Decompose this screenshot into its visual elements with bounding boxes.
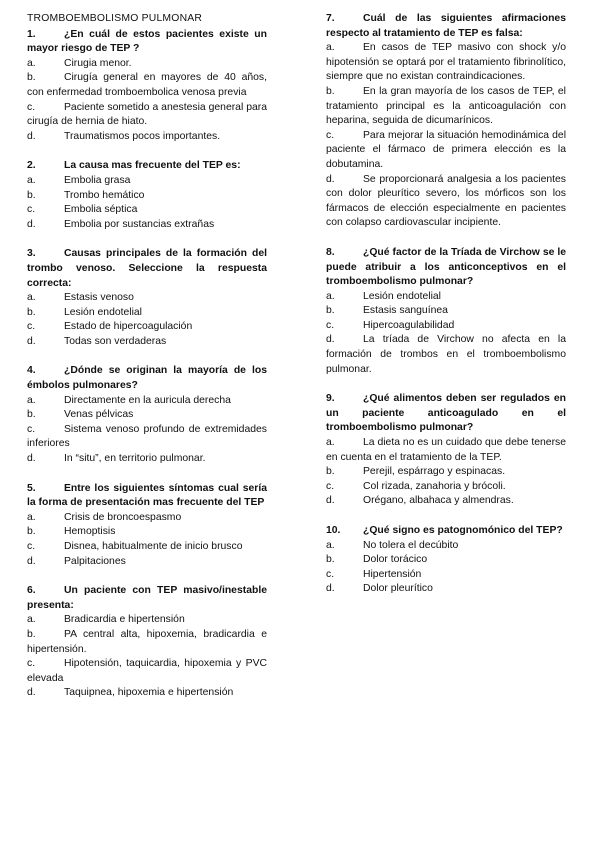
option-letter: c. (326, 129, 335, 141)
option-text: En casos de TEP masivo con shock y/o hipotensión se optará por el tratamiento fibrinolítico, siempre que no existan contraindicaciones. (326, 42, 566, 83)
question-number: 7. (326, 13, 335, 24)
answer-option (27, 189, 267, 204)
option-letter: c. (27, 101, 36, 113)
question-stem (326, 246, 566, 290)
question-number: 6. (27, 585, 36, 597)
option-text: Embolia por sustancias extrañas (64, 218, 215, 230)
option-text: Todas son verdaderas (64, 335, 167, 347)
question-item (27, 364, 267, 466)
option-letter: d. (27, 555, 36, 567)
option-text: Estasis venoso (64, 292, 134, 304)
question-number: 5. (27, 482, 36, 494)
question-number: 3. (27, 248, 36, 260)
option-text: En la gran mayoría de los casos de TEP, el tratamiento principal es la anticoagulación con heparina, seguida de dicumarínicos. (326, 85, 566, 127)
answer-option (27, 291, 267, 306)
question-text: ¿Qué signo es patognomónico del TEP? (363, 525, 563, 536)
answer-option (27, 525, 267, 540)
option-letter: d. (326, 583, 335, 595)
option-letter: a. (326, 290, 335, 302)
option-text: Cirugia menor. (64, 57, 132, 69)
option-text: Estado de hipercoagulación (64, 321, 193, 333)
question-item (27, 482, 267, 570)
question-stem (326, 12, 566, 41)
option-letter: d. (326, 173, 335, 185)
document-title: TROMBOEMBOLISMO PULMONAR (27, 13, 203, 24)
option-letter: b. (27, 306, 36, 318)
question-number: 9. (326, 393, 335, 405)
question-stem (326, 524, 566, 539)
option-letter: d. (27, 453, 36, 465)
answer-option (27, 218, 267, 233)
option-letter: a. (326, 539, 335, 551)
option-letter: c. (27, 321, 36, 333)
question-number: 8. (326, 246, 335, 258)
question-item (27, 159, 267, 232)
answer-option (27, 511, 267, 526)
answer-option (326, 41, 566, 85)
option-letter: c. (27, 658, 36, 670)
option-text: Traumatismos pocos importantes. (64, 130, 221, 142)
option-text: Disnea, habitualmente de inicio brusco (64, 541, 243, 552)
answer-option (27, 555, 267, 570)
option-letter: c. (326, 568, 335, 580)
option-letter: b. (27, 409, 36, 421)
answer-option (27, 540, 267, 555)
question-stem (27, 584, 267, 613)
answer-option (326, 290, 566, 305)
answer-option (27, 686, 267, 701)
option-text: Embolia séptica (64, 204, 138, 216)
option-letter: d. (326, 334, 335, 346)
option-text: Dolor pleurítico (363, 583, 433, 595)
option-letter: a. (27, 394, 36, 406)
answer-option (326, 494, 566, 509)
answer-option (27, 306, 267, 321)
option-letter: a. (326, 437, 335, 449)
option-letter: b. (27, 189, 36, 201)
option-text: Hemoptisis (64, 526, 116, 538)
option-text: PA central alta, hipoxemia, bradicardia e hipertensión. (27, 628, 267, 655)
option-letter: c. (27, 204, 36, 216)
option-letter: b. (27, 628, 36, 640)
option-text: In “situ”, en territorio pulmonar. (64, 453, 206, 465)
answer-option (27, 71, 267, 100)
question-number: 2. (27, 160, 36, 172)
answer-option (27, 657, 267, 686)
option-letter: c. (27, 541, 36, 552)
option-text: Directamente en la auricula derecha (64, 394, 231, 406)
answer-option (27, 452, 267, 467)
answer-option (27, 101, 267, 130)
right-questions (326, 12, 566, 597)
answer-option (326, 465, 566, 480)
answer-option (27, 130, 267, 145)
option-letter: a. (27, 174, 36, 186)
option-letter: b. (27, 526, 36, 538)
left-questions (27, 28, 267, 701)
option-text: Para mejorar la situación hemodinámica del paciente el fármaco de primera elección es la dobutamina. (326, 129, 566, 170)
option-letter: d. (326, 495, 335, 507)
option-letter: b. (326, 85, 335, 97)
question-item (27, 28, 267, 145)
answer-option (326, 568, 566, 583)
answer-option (326, 582, 566, 597)
option-text: Crisis de broncoespasmo (64, 511, 182, 523)
option-text: Se proporcionará analgesia a los pacientes con dolor pleurítico severo, los mórficos son los fármacos de elección especialmente en pacientes con colapso cardiovascular incipiente. (326, 173, 566, 229)
option-text: Dolor torácico (363, 554, 428, 566)
question-item (326, 392, 566, 509)
option-text: Hipertensión (363, 568, 422, 580)
option-letter: a. (27, 292, 36, 304)
option-text: Sistema venoso profundo de extremidades inferiores (27, 423, 267, 450)
option-text: Hipercoagulabilidad (363, 319, 455, 331)
option-text: Orégano, albahaca y almendras. (363, 495, 514, 507)
option-letter: c. (326, 319, 335, 331)
answer-option (326, 436, 566, 465)
answer-option (326, 173, 566, 231)
answer-option (326, 539, 566, 554)
question-number: 1. (27, 28, 36, 40)
option-text: Paciente sometido a anestesia general para cirugía de hernia de hiato. (27, 101, 267, 128)
option-text: Hipotensión, taquicardia, hipoxemia y PVC elevada (27, 658, 267, 684)
option-letter: a. (27, 511, 36, 523)
option-letter: b. (326, 305, 335, 317)
question-text: Entre los siguientes síntomas cual sería la forma de presentación mas frecuente del TEP (27, 482, 267, 509)
question-text: ¿En cuál de estos pacientes existe un mayor riesgo de TEP ? (27, 28, 267, 55)
option-text: Embolia grasa (64, 174, 131, 186)
option-text: No tolera el decúbito (363, 539, 459, 551)
option-text: Trombo hemático (64, 189, 145, 201)
question-item (326, 246, 566, 377)
question-text: La causa mas frecuente del TEP es: (64, 160, 241, 172)
option-letter: d. (27, 335, 36, 347)
question-text: ¿Qué alimentos deben ser regulados en un paciente anticoagulado en el tromboembolismo pulmonar? (326, 393, 566, 434)
option-text: Estasis sanguínea (363, 305, 448, 317)
option-text: Lesión endotelial (363, 290, 441, 302)
question-text: Un paciente con TEP masivo/inestable presenta: (27, 585, 267, 611)
option-text: Palpitaciones (64, 555, 126, 567)
option-text: Taquipnea, hipoxemia e hipertensión (64, 687, 234, 699)
answer-option (27, 423, 267, 452)
question-item (27, 247, 267, 349)
option-letter: a. (27, 57, 36, 69)
question-number: 4. (27, 365, 36, 377)
option-text: Cirugía general en mayores de 40 años, con enfermedad tromboembolica venosa previa (27, 72, 267, 98)
left-column (27, 12, 267, 716)
answer-option (27, 203, 267, 218)
answer-option (326, 304, 566, 319)
answer-option (27, 320, 267, 335)
option-letter: d. (27, 687, 36, 699)
answer-option (326, 333, 566, 377)
option-letter: b. (326, 466, 335, 478)
option-letter: a. (326, 42, 335, 54)
option-text: Lesión endotelial (64, 306, 142, 318)
question-item (326, 524, 566, 597)
answer-option (27, 174, 267, 189)
question-item (27, 584, 267, 701)
answer-option (326, 553, 566, 568)
answer-option (27, 628, 267, 657)
option-text: Venas pélvicas (64, 409, 134, 421)
question-text: ¿Qué factor de la Tríada de Virchow se le puede atribuir a los anticonceptivos en el tromboembolismo pulmonar? (326, 246, 566, 288)
option-text: La tríada de Virchow no afecta en la formación de trombos en el tromboembolismo pulmonar. (326, 334, 566, 375)
answer-option (27, 613, 267, 628)
question-stem (27, 364, 267, 393)
answer-option (326, 129, 566, 173)
question-text: Causas principales de la formación del trombo venoso. Seleccione la respuesta correcta: (27, 248, 267, 289)
question-number: 10. (326, 525, 341, 536)
question-stem (326, 392, 566, 436)
option-letter: a. (27, 614, 36, 626)
question-text: ¿Dónde se originan la mayoría de los émbolos pulmonares? (27, 365, 267, 392)
answer-option (326, 319, 566, 334)
question-stem (27, 159, 267, 174)
answer-option (27, 408, 267, 423)
option-text: La dieta no es un cuidado que debe tenerse en cuenta en el tratamiento de la TEP. (326, 437, 566, 463)
option-letter: d. (27, 130, 36, 142)
answer-option (27, 335, 267, 350)
question-text: Cuál de las siguientes afirmaciones respecto al tratamiento de TEP es falsa: (326, 13, 566, 39)
option-text: Col rizada, zanahoria y brócoli. (363, 480, 506, 492)
answer-option (27, 57, 267, 72)
option-letter: b. (326, 554, 335, 566)
right-column (326, 12, 566, 612)
option-text: Bradicardia e hipertensión (64, 614, 185, 626)
question-stem (27, 28, 267, 57)
question-stem (27, 482, 267, 511)
answer-option (27, 394, 267, 409)
question-stem (27, 247, 267, 291)
option-letter: c. (326, 480, 335, 492)
option-letter: d. (27, 218, 36, 230)
option-letter: b. (27, 72, 36, 84)
answer-option (326, 480, 566, 495)
question-item (326, 12, 566, 231)
option-letter: c. (27, 423, 36, 435)
answer-option (326, 85, 566, 129)
option-text: Perejil, espárrago y espinacas. (363, 466, 506, 478)
